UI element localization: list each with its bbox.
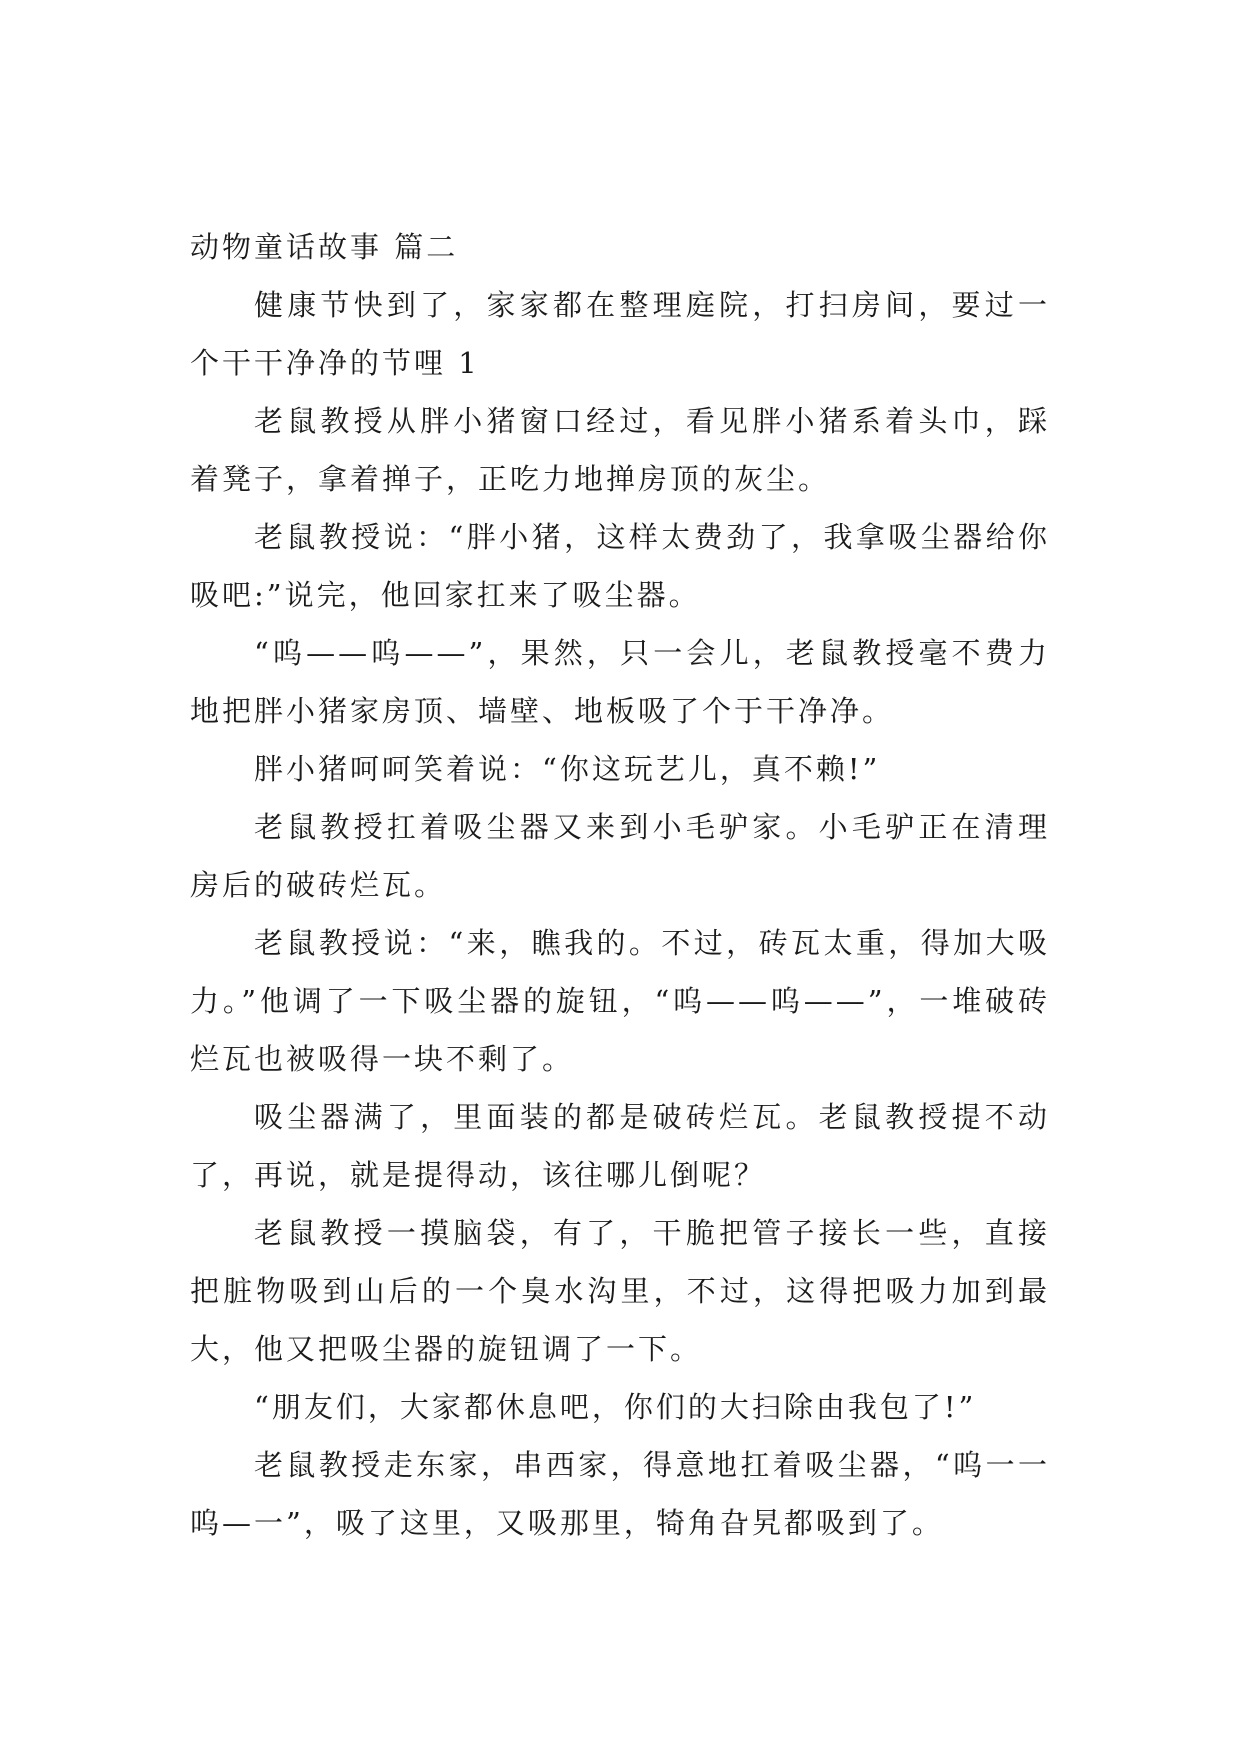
paragraph-11: 老鼠教授走东家，串西家，得意地扛着吸尘器，“呜一一呜—一”，吸了这里，又吸那里，犄角旮旯都吸到了。	[190, 1448, 1050, 1540]
paragraph-7: 老鼠教授说：“来，瞧我的。不过，砖瓦太重，得加大吸力。”他调了一下吸尘器的旋钮，“呜——呜——”，一堆破砖烂瓦也被吸得一块不剩了。	[190, 926, 1050, 1076]
paragraph-6: 老鼠教授扛着吸尘器又来到小毛驴家。小毛驴正在清理房后的破砖烂瓦。	[190, 810, 1050, 902]
paragraph-8: 吸尘器满了，里面装的都是破砖烂瓦。老鼠教授提不动了，再说，就是提得动，该往哪儿倒呢？	[190, 1100, 1050, 1192]
paragraph-2: 老鼠教授从胖小猪窗口经过，看见胖小猪系着头巾，踩着凳子，拿着掸子，正吃力地掸房顶的灰尘。	[190, 404, 1050, 496]
paragraph-3: 老鼠教授说：“胖小猪，这样太费劲了，我拿吸尘器给你吸吧:”说完，他回家扛来了吸尘器。	[190, 520, 1050, 612]
paragraph-10: “朋友们，大家都休息吧，你们的大扫除由我包了!”	[254, 1390, 977, 1424]
paragraph-4: “呜——呜——”，果然，只一会儿，老鼠教授毫不费力地把胖小猪家房顶、墙壁、地板吸了个于干净净。	[190, 636, 1050, 728]
story-body	[190, 218, 1050, 1552]
paragraph-9: 老鼠教授一摸脑袋，有了，干脆把管子接长一些，直接把脏物吸到山后的一个臭水沟里，不过，这得把吸力加到最大，他又把吸尘器的旋钮调了一下。	[190, 1216, 1050, 1366]
story-title: 动物童话故事 篇二	[190, 230, 459, 264]
paragraph-5: 胖小猪呵呵笑着说：“你这玩艺儿，真不赖!”	[254, 752, 881, 786]
paragraph-1: 健康节快到了，家家都在整理庭院，打扫房间，要过一个干干净净的节哩 1	[190, 288, 1050, 380]
